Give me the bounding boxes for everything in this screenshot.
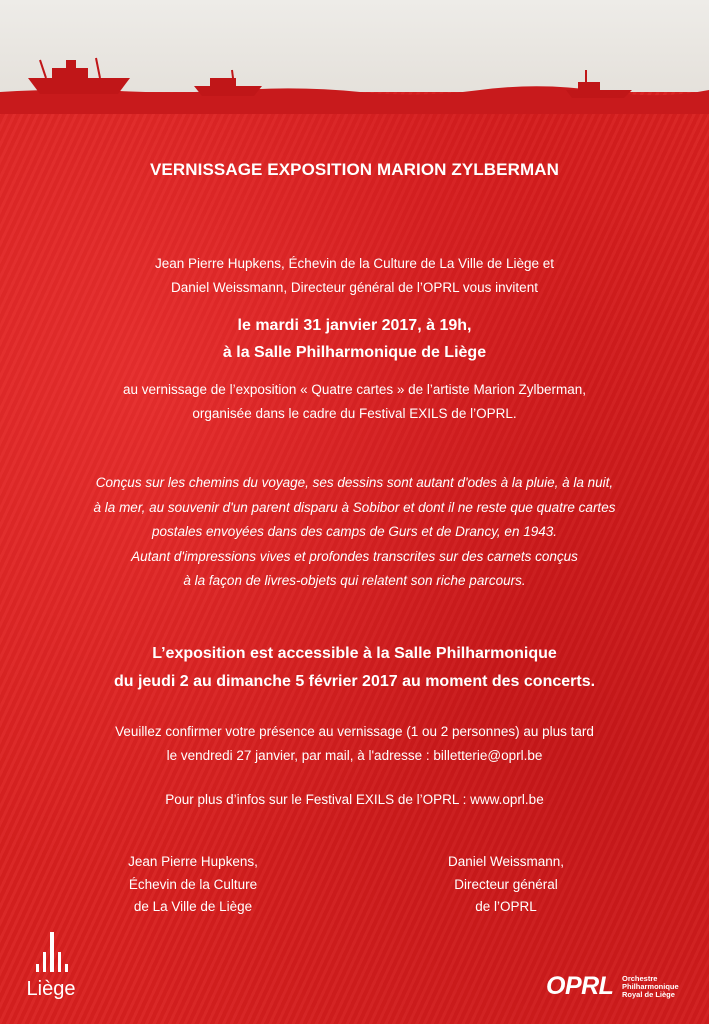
rsvp-text [0,720,709,768]
description-line: Autant d'impressions vives et profondes transcrites sur des carnets conçus [131,548,578,564]
venue-line: à la Salle Philharmonique de Liège [222,344,487,361]
boat-right-icon [566,70,632,98]
signature-right [376,851,636,919]
more-info-text: Pour plus d’infos sur le Festival EXILS de l’OPRL : www.oprl.be [165,792,544,807]
exhibition-access [0,640,709,696]
invite-line: Jean Pierre Hupkens, Échevin de la Culture de La Ville de Liège et [154,256,554,271]
boat-left-icon [28,58,130,94]
oprl-sub-line: Royal de Liège [622,990,675,999]
oprl-logo-mark: OPRL [546,972,614,1000]
liege-logo-text: Liège [26,978,76,1000]
date-line: le mardi 31 janvier 2017, à 19h, [237,317,472,334]
event-date [0,312,709,366]
description-line: à la façon de livres-objets qui relatent son riche parcours. [183,573,526,588]
rsvp-line: le vendredi 27 janvier, par mail, à l'adresse : billetterie@oprl.be [166,748,543,763]
oprl-logo-subtitle [622,975,679,999]
description-line: à la mer, au souvenir d'un parent disparu à Sobibor et dont il ne reste que quatre cartes [93,499,616,515]
signature-line: Jean Pierre Hupkens, [128,854,258,869]
invitation-text [0,252,709,300]
artist-description [0,471,709,594]
access-line: L’exposition est accessible à la Salle Philharmonique [152,645,557,662]
access-line: du jeudi 2 au dimanche 5 février 2017 au moment des concerts. [113,673,596,690]
description-line: postales envoyées dans des camps de Gurs et de Drancy, en 1943. [152,524,557,539]
liege-bars-icon [32,932,72,976]
rsvp-line: Veuillez confirmer votre présence au vernissage (1 ou 2 personnes) au plus tard [115,724,594,739]
signature-left [63,851,323,919]
boat-middle-icon [194,70,262,96]
vernissage-line: au vernissage de l’exposition « Quatre cartes » de l’artiste Marion Zylberman, [123,382,586,397]
signature-line: Daniel Weissmann, [447,854,565,869]
signature-line: Directeur général [454,876,558,892]
page-title: VERNISSAGE EXPOSITION MARION ZYLBERMAN [149,160,559,179]
oprl-logo [546,972,696,1006]
signature-line: de La Ville de Liège [133,899,253,914]
invite-line: Daniel Weissmann, Directeur général de l’OPRL vous invitent [171,280,538,295]
signature-line: de l’OPRL [475,899,537,914]
vernissage-line: organisée dans le cadre du Festival EXILS de l’OPRL. [192,406,517,421]
description-line: Conçus sur les chemins du voyage, ses dessins sont autant d'odes à la pluie, à la nuit, [95,475,614,490]
vernissage-text [0,378,709,426]
oprl-sub-line: Orchestre [622,974,658,983]
signature-line: Échevin de la Culture [128,876,258,892]
boats-horizon-illustration [0,54,709,114]
oprl-sub-line: Philharmonique [622,982,679,991]
liege-logo [20,932,82,1006]
